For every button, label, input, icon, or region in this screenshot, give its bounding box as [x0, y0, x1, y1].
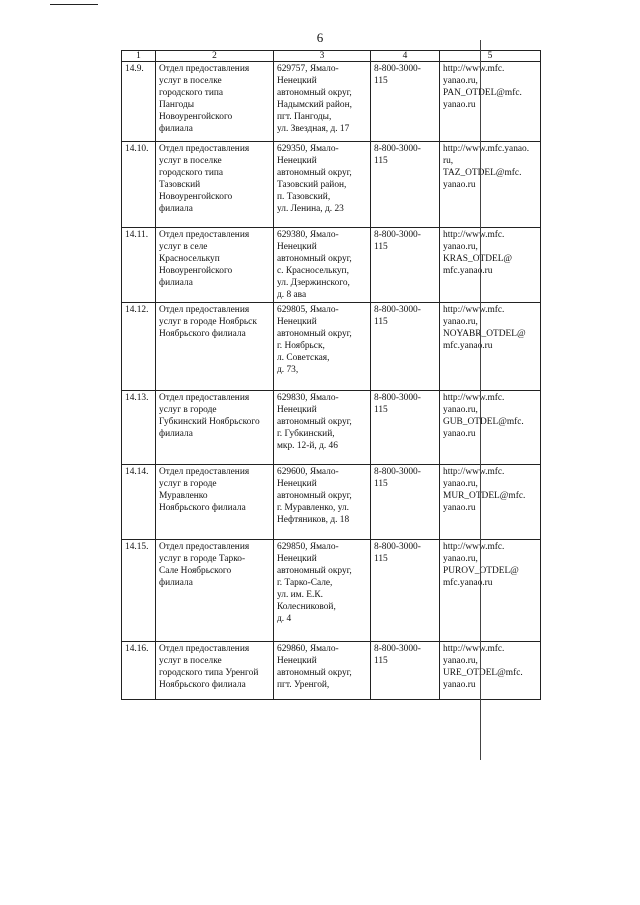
- office-address: 629805, Ямало- Ненецкий автономный округ, г. Ноябрьск, л. Советская, д. 73,: [274, 303, 371, 391]
- office-phone: 8-800-3000- 115: [371, 540, 440, 642]
- column-header: 5: [440, 51, 541, 62]
- office-web-email: http://www.mfc. yanao.ru, PUROV_OTDEL@ mfc.yanao.ru: [440, 540, 541, 642]
- scan-fold-line: [480, 40, 481, 760]
- office-address: 629600, Ямало- Ненецкий автономный округ, г. Муравленко, ул. Нефтяников, д. 18: [274, 465, 371, 540]
- row-number: 14.9.: [122, 62, 156, 142]
- office-name: Отдел предоставления услуг в селе Красноселькуп Новоуренгойского филиала: [156, 228, 274, 303]
- office-name: Отдел предоставления услуг в поселке городского типа Уренгой Ноябрьского филиала: [156, 642, 274, 700]
- office-web-email: http://www.mfc. yanao.ru, PAN_OTDEL@mfc. yanao.ru: [440, 62, 541, 142]
- table-row: [122, 465, 541, 540]
- office-phone: 8-800-3000- 115: [371, 391, 440, 465]
- table-row: [122, 540, 541, 642]
- office-web-email: http://www.mfc.yanao. ru, TAZ_OTDEL@mfc. yanao.ru: [440, 142, 541, 228]
- office-web-email: http://www.mfc. yanao.ru, GUB_OTDEL@mfc. yanao.ru: [440, 391, 541, 465]
- column-header: 2: [156, 51, 274, 62]
- row-number: 14.11.: [122, 228, 156, 303]
- office-address: 629757, Ямало- Ненецкий автономный округ, Надымский район, пгт. Пангоды, ул. Звездная, д. 17: [274, 62, 371, 142]
- office-phone: 8-800-3000- 115: [371, 642, 440, 700]
- page-number: 6: [316, 30, 324, 45]
- office-name: Отдел предоставления услуг в поселке городского типа Пангоды Новоуренгойского филиала: [156, 62, 274, 142]
- office-web-email: http://www.mfc. yanao.ru, NOYABR_OTDEL@ mfc.yanao.ru: [440, 303, 541, 391]
- office-web-email: http://www.mfc. yanao.ru, MUR_OTDEL@mfc. yanao.ru: [440, 465, 541, 540]
- row-number: 14.14.: [122, 465, 156, 540]
- office-name: Отдел предоставления услуг в поселке городского типа Тазовский Новоуренгойского филиала: [156, 142, 274, 228]
- office-web-email: http://www.mfc. yanao.ru, KRAS_OTDEL@ mfc.yanao.ru: [440, 228, 541, 303]
- row-number: 14.16.: [122, 642, 156, 700]
- office-name: Отдел предоставления услуг в городе Муравленко Ноябрьского филиала: [156, 465, 274, 540]
- row-number: 14.15.: [122, 540, 156, 642]
- mfc-offices-table: [121, 50, 541, 700]
- table-row: [122, 642, 541, 700]
- office-phone: 8-800-3000- 115: [371, 228, 440, 303]
- office-phone: 8-800-3000- 115: [371, 62, 440, 142]
- table-row: [122, 303, 541, 391]
- top-rule: [50, 4, 98, 5]
- office-name: Отдел предоставления услуг в городе Губкинский Ноябрьского филиала: [156, 391, 274, 465]
- office-phone: 8-800-3000- 115: [371, 303, 440, 391]
- column-header: 4: [371, 51, 440, 62]
- table-row: [122, 142, 541, 228]
- office-name: Отдел предоставления услуг в городе Тарко- Сале Ноябрьского филиала: [156, 540, 274, 642]
- row-number: 14.12.: [122, 303, 156, 391]
- office-address: 629350, Ямало- Ненецкий автономный округ, Тазовский район, п. Тазовский, ул. Ленина, д. 23: [274, 142, 371, 228]
- table-row: [122, 228, 541, 303]
- office-address: 629830, Ямало- Ненецкий автономный округ, г. Губкинский, мкр. 12-й, д. 46: [274, 391, 371, 465]
- column-header: 3: [274, 51, 371, 62]
- table-row: [122, 62, 541, 142]
- column-header: 1: [122, 51, 156, 62]
- office-phone: 8-800-3000- 115: [371, 142, 440, 228]
- office-address: 629380, Ямало- Ненецкий автономный округ, с. Красноселькуп, ул. Дзержинского, д. 8 ава: [274, 228, 371, 303]
- office-address: 629860, Ямало- Ненецкий автономный округ, пгт. Уренгой,: [274, 642, 371, 700]
- office-name: Отдел предоставления услуг в городе Ноябрьск Ноябрьского филиала: [156, 303, 274, 391]
- office-address: 629850, Ямало- Ненецкий автономный округ, г. Тарко-Сале, ул. им. Е.К. Колесниковой, д. 4: [274, 540, 371, 642]
- row-number: 14.10.: [122, 142, 156, 228]
- row-number: 14.13.: [122, 391, 156, 465]
- table-header-row: [122, 51, 541, 62]
- office-phone: 8-800-3000- 115: [371, 465, 440, 540]
- table-row: [122, 391, 541, 465]
- office-web-email: http://www.mfc. yanao.ru, URE_OTDEL@mfc. yanao.ru: [440, 642, 541, 700]
